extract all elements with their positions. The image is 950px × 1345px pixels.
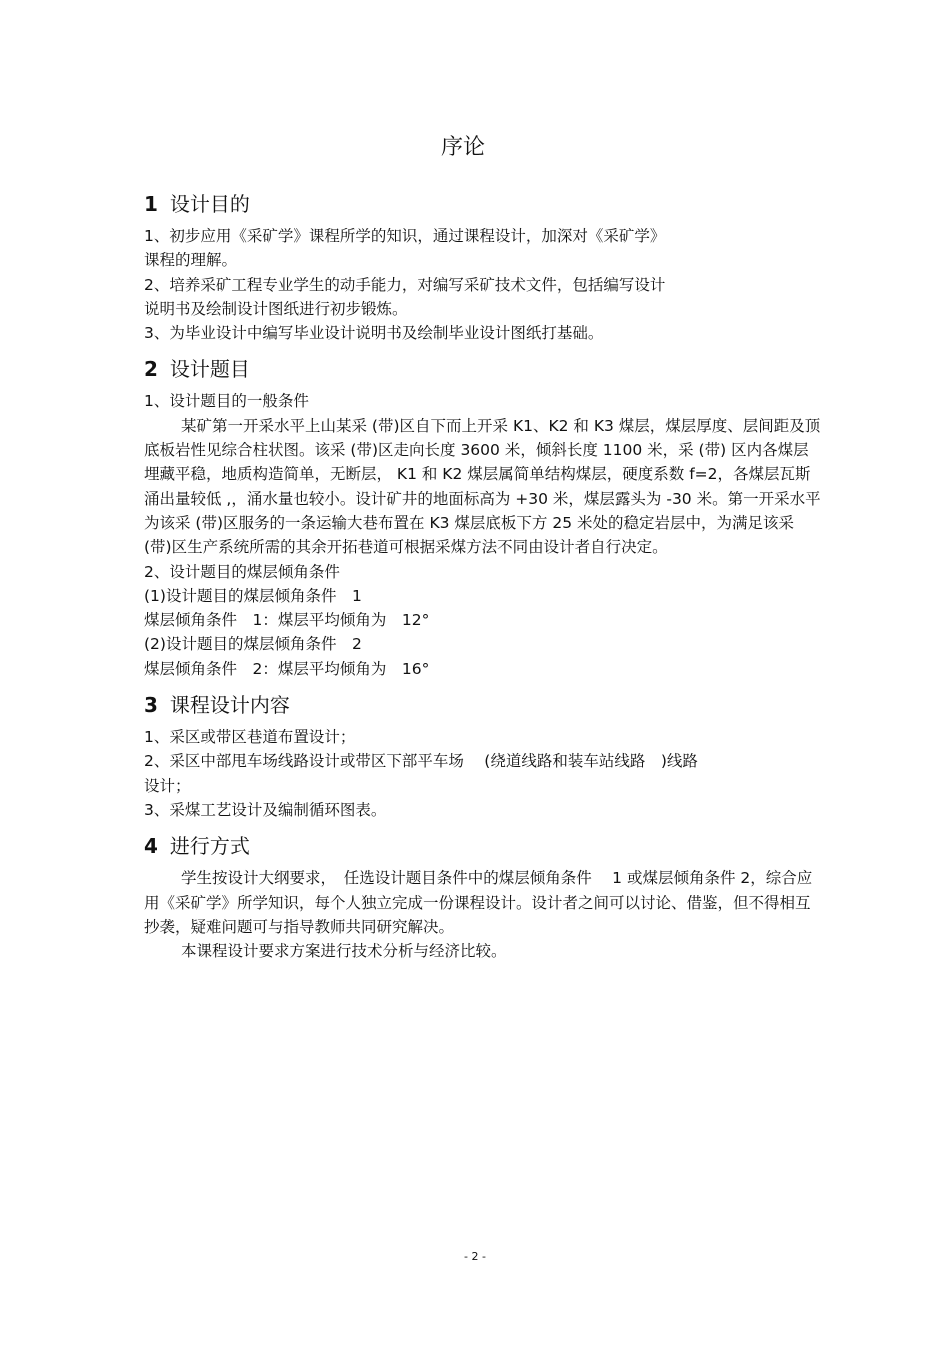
list-item: 3、采煤工艺设计及编制循环图表。	[144, 800, 387, 819]
list-item: 设计；	[144, 776, 191, 795]
section-number: 1	[144, 192, 158, 216]
section-number: 2	[144, 357, 158, 382]
list-item: 2、采区中部甩车场线路设计或带区下部平车场 (绕道线路和装车站线路 )线路	[144, 752, 698, 771]
section-title: 课程设计内容	[169, 693, 290, 718]
section-title: 设计目的	[169, 192, 250, 216]
document-body	[144, 190, 824, 963]
section-number: 4	[144, 834, 158, 859]
section-heading	[144, 355, 824, 383]
condition-line: 煤层倾角条件 2：煤层平均倾角为 16°	[144, 659, 430, 678]
paragraph-line: 1、初步应用《采矿学》课程所学的知识，通过课程设计，加深对《采矿学》	[144, 227, 666, 245]
section-number: 3	[144, 693, 158, 718]
section-title: 设计题目	[169, 357, 250, 382]
section-title: 进行方式	[169, 834, 250, 859]
section-heading	[144, 691, 824, 719]
paragraph-line: 课程的理解。	[144, 251, 238, 270]
page-number: - 2 -	[464, 1250, 486, 1263]
list-item: 2、设计题目的煤层倾角条件	[144, 562, 340, 581]
paragraph: 本课程设计要求方案进行技术分析与经济比较。	[181, 942, 507, 961]
paragraph-line: 3、为毕业设计中编写毕业设计说明书及绘制毕业设计图纸打基础。	[144, 324, 604, 343]
page-title: 序论	[440, 135, 485, 160]
sub-item: (2)设计题目的煤层倾角条件 2	[144, 635, 362, 654]
paragraph-line: 说明书及绘制设计图纸进行初步锻炼。	[144, 299, 408, 318]
section-heading	[144, 832, 824, 860]
section-3	[144, 691, 824, 822]
sub-item: (1)设计题目的煤层倾角条件 1	[144, 586, 362, 605]
section-1	[144, 190, 824, 345]
list-item: 1、设计题目的一般条件	[144, 392, 309, 411]
section-heading	[144, 190, 824, 218]
list-item: 1、采区或带区巷道布置设计；	[144, 728, 356, 747]
section-4	[144, 832, 824, 963]
paragraph: 某矿第一开采水平上山某采 (带)区自下而上开采 K1、K2 和 K3 煤层，煤层厚度、层间距及顶底板岩性见综合柱状图。该采 (带)区走向长度 3600 米，倾斜长度 1100 米，采 (带) 区内各煤层埋藏平稳，地质构造简单，无断层， K1 和 K2 煤层属简单结构煤层，硬度系数 f=2，各煤层瓦斯涌出量较低 ,，涌水量也较小。设计矿井的地面标高为 +30 米，煤层露头为 -30 米。第一开采水平为该采 (带)区服务的一条运输大巷布置在 K3 煤层底板下方 25 米处的稳定岩层中，为满足该采 (带)区生产系统所需的其余开拓巷道可根据采煤方法不同由设计者自行决定。	[144, 416, 821, 557]
section-2	[144, 355, 824, 681]
paragraph-line: 2、培养采矿工程专业学生的动手能力，对编写采矿技术文件，包括编写设计	[144, 275, 666, 294]
paragraph: 学生按设计大纲要求， 任选设计题目条件中的煤层倾角条件 1 或煤层倾角条件 2，综合应用《采矿学》所学知识，每个人独立完成一份课程设计。设计者之间可以讨论、借鉴，但不得相互抄袭，疑难问题可与指导教师共同研究解决。	[144, 869, 813, 936]
condition-line: 煤层倾角条件 1：煤层平均倾角为 12°	[144, 611, 430, 630]
